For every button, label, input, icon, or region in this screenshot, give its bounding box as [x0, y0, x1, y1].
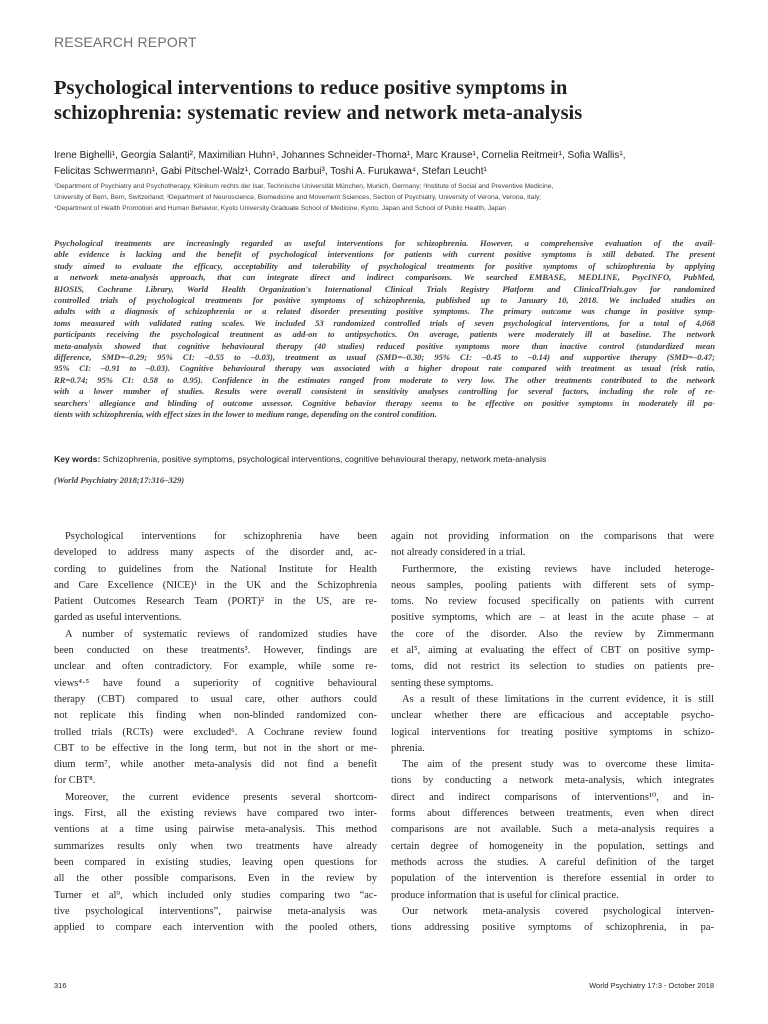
title-line: Psychological interventions to reduce positive symptoms in — [54, 77, 568, 99]
abstract-line: meta-analysis showed that cognitive behavioural therapy (40 studies) reduced positive symptoms more than inactive control (standardized mean — [54, 340, 715, 351]
body-line: unclear and often contradictory. For example, while some re- — [54, 661, 377, 673]
body-line: population of the intervention is therefore essential in order to — [391, 873, 714, 885]
abstract-line: RR=0.74; 95% CI: 0.58 to 0.95). Confidence in the estimates ranged from moderate to very low. The other treatments contributed to the network — [54, 374, 715, 385]
affiliation-line: ⁴Department of Health Promotion and Human Behavior, Kyoto University Graduate School of Medicine, Kyoto, Japan and School of Public Health, Japan — [54, 205, 506, 213]
abstract — [54, 238, 715, 421]
body-line: The aim of the present study was to overcome these limita- — [402, 759, 714, 771]
abstract-line: Psychological treatments are increasingly regarded as useful interventions for schizophrenia. However, a comprehensive evaluation of the avail- — [54, 238, 715, 248]
page-number: 316 — [54, 981, 67, 990]
citation: (World Psychiatry 2018;17:316–329) — [54, 475, 185, 485]
body-line: neous samples, pooling patients with different sets of symp- — [391, 579, 714, 591]
body-column-left — [54, 529, 377, 936]
body-line: Our network meta-analysis covered psychological interven- — [402, 905, 714, 917]
abstract-line: searchers' allegiance and blinding of outcome assessor. Cognitive behavior therapy seems to be effective on positive symptoms in moderately ill pa- — [54, 397, 715, 408]
body-column-right — [391, 529, 714, 936]
body-line: methods across the studies. A careful definition of the target — [391, 856, 714, 868]
body-line: ventions at a time using pairwise meta-analysis. This method — [54, 824, 377, 836]
body-line: As a result of these limitations in the current evidence, it is still — [402, 693, 714, 705]
affiliations — [54, 181, 718, 215]
abstract-line: with a lower number of studies. Results were overall consistent in sensitivity analyses controlling for several factors, including the role of re- — [54, 386, 715, 397]
author-line: Felicitas Schwermann¹, Gabi Pitschel-Walz¹, Corrado Barbui³, Toshi A. Furukawa⁴, Stefan Leucht¹ — [54, 165, 487, 177]
journal-footer: World Psychiatry 17:3 - October 2018 — [589, 981, 714, 990]
abstract-line: 95% CI: –0.91 to –0.03). Cognitive behavioural therapy was associated with a higher dropout rate compared with treatment as usual (risk ratio, — [54, 363, 715, 374]
body-line: Moreover, the current evidence presents several shortcom- — [65, 791, 377, 803]
body-line: applied to compare each intervention with the pooled others, — [54, 922, 377, 934]
body-line: et al⁵, aiming at evaluating the effect of CBT on positive symp- — [391, 645, 714, 657]
body-line: all the other possible comparisons. Even in the review by — [54, 873, 377, 885]
abstract-line: toms measured with validated rating scales. We included 53 randomized controlled trials of seven psychological interventions, for a total of 4,068 — [54, 317, 715, 328]
body-line: for CBT⁸. — [54, 775, 96, 787]
body-line: cording to guidelines from the National Institute for Health — [54, 563, 377, 575]
section-label: RESEARCH REPORT — [54, 34, 197, 50]
body-line: tive psychological interventions”, pairwise meta-analysis was — [54, 905, 377, 917]
body-line: and Care Excellence (NICE)¹ in the UK and the Schizophrenia — [54, 579, 377, 591]
body-line: forms about differences between treatments, even when direct — [391, 808, 714, 820]
affiliation-line: University of Bern, Bern, Switzerland; ³Department of Neuroscience, Biomedicine and Movement Sciences, Section of Psychiatry, University of Verona, Verona, Italy; — [54, 194, 542, 202]
abstract-line: a network meta-analysis approach, that can integrate direct and indirect comparisons. We searched EMBASE, MEDLINE, PsycINFO, PubMed, — [54, 272, 715, 283]
body-line: tions by conducting a network meta-analysis, which integrates — [391, 775, 714, 787]
abstract-line: participants receiving the psychological treatment as add-on to antipsychotics. On average, patients were moderately ill at baseline. The network — [54, 329, 715, 340]
body-line: dium term⁷, while another meta-analysis did not find a benefit — [54, 759, 377, 771]
body-line: garded as useful interventions. — [54, 612, 182, 624]
body-line: summarizes results only when two treatments have already — [54, 840, 377, 852]
abstract-line: tients with schizophrenia, with effect sizes in the lower to medium range, depending on the control condition. — [54, 409, 437, 420]
title-line: schizophrenia: systematic review and network meta-analysis — [54, 102, 583, 124]
body-line: developed to address many aspects of the disorder and, ac- — [54, 547, 377, 559]
abstract-line: able evidence is lacking and the benefit of psychological interventions for patients with current positive symptoms is still debated. The present — [54, 249, 715, 260]
body-line: toms, did not restrict its selection to studies on patients pre- — [391, 661, 714, 673]
body-line: CBT to be effective in the long term, but not in the short or me- — [54, 742, 377, 754]
body-line: certain degree of homogeneity in the population, settings and — [391, 840, 714, 852]
body-line: direct and indirect comparisons of interventions¹⁰, and in- — [391, 791, 714, 803]
body-line: A number of systematic reviews of randomized studies have — [65, 628, 377, 640]
body-line: Turner et al⁹, which included only studies comparing two “ac- — [54, 889, 377, 901]
abstract-line: BIOSIS, Cochrane Library, World Health Organization's International Clinical Trials Registry Platform and ClinicalTrials.gov for randomized — [54, 283, 715, 294]
body-line: been conducted on these treatments³. However, findings are — [54, 645, 377, 657]
author-line: Irene Bighelli¹, Georgia Salanti², Maximilian Huhn¹, Johannes Schneider-Thoma¹, Marc Krause¹, Cornelia Reitmeir¹, Sofia Wallis¹, — [54, 150, 626, 161]
abstract-line: controlled trials of psychological treatments for positive symptoms of schizophrenia, published up to January 10, 2018. We included studies on — [54, 295, 715, 306]
body-line: Patient Outcomes Research Team (PORT)² in the US, are re- — [54, 596, 377, 608]
body-line: phrenia. — [391, 742, 425, 754]
body-line: senting these symptoms. — [391, 677, 494, 689]
body-line: not already considered in a trial. — [391, 547, 526, 559]
article-title — [54, 76, 714, 126]
body-line: ings. First, all the existing reviews have compared two inter- — [54, 808, 377, 820]
abstract-line: study aimed to evaluate the efficacy, acceptability and tolerability of psychological treatments for positive symptoms of schizophrenia by applying — [54, 260, 715, 271]
body-line: comparisons are not available. Such a meta-analysis requires a — [391, 824, 714, 836]
keywords-label: Key words: — [54, 454, 101, 464]
body-line: logical interventions for treating positive symptoms in schizo- — [391, 726, 714, 738]
author-list — [54, 148, 718, 179]
body-line: Furthermore, the existing reviews have included heteroge- — [402, 563, 714, 575]
body-line: views⁴·⁵ have found a superiority of cognitive behavioural — [54, 677, 377, 689]
body-line: positive symptoms, which are – at least in the acute phase – at — [391, 612, 714, 624]
body-line: been compared in existing studies, leaving open questions for — [54, 856, 377, 868]
keywords — [54, 454, 715, 464]
body-line: tions addressing positive symptoms of schizophrenia, in pa- — [391, 922, 714, 934]
body-line: trolled trials (RCTs) were excluded⁶. A Cochrane review found — [54, 726, 377, 738]
body-line: Psychological interventions for schizophrenia have been — [65, 531, 377, 542]
body-line: unclear whether there are efficacious and acceptable psycho- — [391, 710, 714, 722]
body-line: therapy (CBT) compared to usual care, other authors could — [54, 693, 377, 705]
keywords-text: Schizophrenia, positive symptoms, psychological interventions, cognitive behavioural therapy, network meta-analysis — [100, 454, 547, 464]
body-line: again not providing information on the comparisons that were — [391, 531, 714, 542]
abstract-line: difference, SMD=–0.29; 95% CI: –0.55 to –0.03), treatment as usual (SMD=–0.30; 95% CI: –0.45 to –0.14) and supportive therapy (SMD=–0.47; — [54, 352, 715, 363]
affiliation-line: ¹Department of Psychiatry and Psychotherapy, Klinikum rechts der Isar, Technische Universität München, Munich, Germany; ²Institute of Social and Preventive Medicine, — [54, 183, 554, 190]
body-line: the core of the disorder. Also the review by Zimmermann — [391, 628, 714, 640]
body-line: toms. No review focused specifically on patients with current — [391, 596, 714, 608]
body-line: produce information that is useful for clinical practice. — [391, 889, 619, 901]
body-line: not replicate this finding when non-blinded randomized con- — [54, 710, 377, 722]
abstract-line: adults with a diagnosis of schizophrenia or a related disorder presenting positive symptoms. The primary outcome was change in positive symp- — [54, 306, 715, 317]
